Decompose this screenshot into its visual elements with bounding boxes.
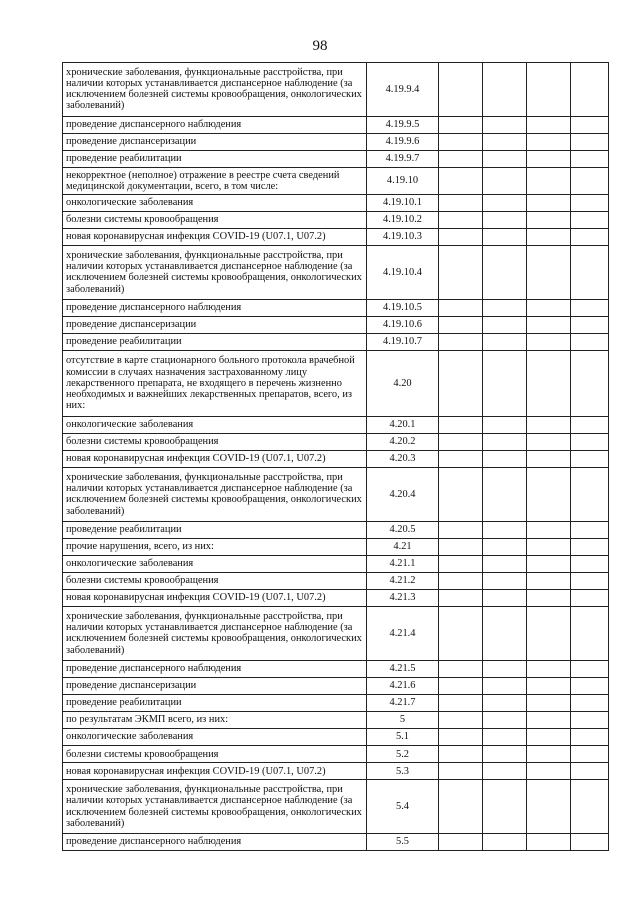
empty-value-cell [527,350,571,416]
empty-value-cell [527,572,571,589]
table-row [63,299,609,316]
empty-value-cell [571,607,609,661]
empty-value-cell [527,167,571,194]
empty-value-cell [483,316,527,333]
table-row [63,555,609,572]
row-code: 5 [367,711,439,728]
empty-value-cell [527,728,571,745]
empty-value-cell [571,677,609,694]
empty-value-cell [483,521,527,538]
empty-value-cell [483,246,527,300]
empty-value-cell [527,763,571,780]
empty-value-cell [439,350,483,416]
empty-value-cell [439,607,483,661]
report-table-body [63,63,609,851]
row-label: хронические заболевания, функциональные расстройства, при наличии которых устанавливается диспансерное наблюдение (за исключением болезней системы кровообращения, онкологических заболеваний) [63,780,367,834]
empty-value-cell [527,116,571,133]
row-code: 4.21.1 [367,555,439,572]
empty-value-cell [483,150,527,167]
row-code: 4.19.10.5 [367,299,439,316]
empty-value-cell [439,133,483,150]
row-label: болезни системы кровообращения [63,572,367,589]
empty-value-cell [439,167,483,194]
empty-value-cell [439,333,483,350]
table-row [63,746,609,763]
table-row [63,333,609,350]
empty-value-cell [439,468,483,522]
empty-value-cell [527,416,571,433]
empty-value-cell [439,711,483,728]
row-label: проведение диспансеризации [63,316,367,333]
row-code: 4.21.4 [367,607,439,661]
row-code: 4.19.10.7 [367,333,439,350]
empty-value-cell [571,694,609,711]
row-code: 5.4 [367,780,439,834]
row-label: новая коронавирусная инфекция COVID-19 (U07.1, U07.2) [63,763,367,780]
row-code: 4.21.5 [367,660,439,677]
empty-value-cell [527,316,571,333]
row-code: 4.19.10.2 [367,211,439,228]
table-row [63,150,609,167]
empty-value-cell [483,607,527,661]
row-code: 5.3 [367,763,439,780]
empty-value-cell [439,521,483,538]
row-code: 4.19.9.4 [367,63,439,117]
empty-value-cell [439,451,483,468]
empty-value-cell [439,763,483,780]
row-label: хронические заболевания, функциональные расстройства, при наличии которых устанавливается диспансерное наблюдение (за исключением болезней системы кровообращения, онкологических заболеваний) [63,607,367,661]
empty-value-cell [571,350,609,416]
empty-value-cell [571,63,609,117]
empty-value-cell [571,333,609,350]
row-label: новая коронавирусная инфекция COVID-19 (U07.1, U07.2) [63,228,367,245]
empty-value-cell [439,246,483,300]
row-label: проведение диспансеризации [63,677,367,694]
row-label: проведение реабилитации [63,521,367,538]
empty-value-cell [571,228,609,245]
row-code: 4.19.10.4 [367,246,439,300]
empty-value-cell [571,167,609,194]
row-code: 4.21.2 [367,572,439,589]
empty-value-cell [527,299,571,316]
empty-value-cell [483,416,527,433]
row-label: хронические заболевания, функциональные расстройства, при наличии которых устанавливается диспансерное наблюдение (за исключением болезней системы кровообращения, онкологических заболеваний) [63,63,367,117]
empty-value-cell [571,468,609,522]
row-code: 4.21 [367,538,439,555]
empty-value-cell [571,555,609,572]
empty-value-cell [571,116,609,133]
empty-value-cell [483,780,527,834]
row-code: 4.19.9.7 [367,150,439,167]
empty-value-cell [571,780,609,834]
empty-value-cell [483,167,527,194]
empty-value-cell [439,63,483,117]
empty-value-cell [439,660,483,677]
empty-value-cell [527,521,571,538]
empty-value-cell [483,746,527,763]
row-label: болезни системы кровообращения [63,211,367,228]
empty-value-cell [483,468,527,522]
row-code: 4.19.10.3 [367,228,439,245]
empty-value-cell [483,728,527,745]
table-row [63,133,609,150]
row-label: хронические заболевания, функциональные расстройства, при наличии которых устанавливается диспансерное наблюдение (за исключением болезней системы кровообращения, онкологических заболеваний) [63,468,367,522]
empty-value-cell [439,833,483,850]
empty-value-cell [483,228,527,245]
row-code: 4.20.5 [367,521,439,538]
empty-value-cell [527,746,571,763]
table-row [63,63,609,117]
empty-value-cell [527,607,571,661]
empty-value-cell [571,833,609,850]
empty-value-cell [571,728,609,745]
empty-value-cell [439,228,483,245]
empty-value-cell [483,194,527,211]
empty-value-cell [483,711,527,728]
table-row [63,468,609,522]
table-row [63,433,609,450]
row-code: 4.20.2 [367,433,439,450]
empty-value-cell [439,316,483,333]
table-row [63,833,609,850]
empty-value-cell [527,150,571,167]
empty-value-cell [571,521,609,538]
empty-value-cell [527,711,571,728]
empty-value-cell [483,299,527,316]
empty-value-cell [571,246,609,300]
row-label: проведение диспансерного наблюдения [63,116,367,133]
row-label: отсутствие в карте стационарного больного протокола врачебной комиссии в случаях назначения застрахованному лицу лекарственного препарата, не входящего в перечень жизненно необходимых и важнейших лекарственных препаратов, всего, из них: [63,350,367,416]
row-code: 5.2 [367,746,439,763]
table-row [63,194,609,211]
row-label: проведение реабилитации [63,333,367,350]
table-row [63,228,609,245]
row-code: 4.21.3 [367,590,439,607]
empty-value-cell [571,299,609,316]
empty-value-cell [483,538,527,555]
empty-value-cell [439,150,483,167]
empty-value-cell [439,416,483,433]
empty-value-cell [483,763,527,780]
empty-value-cell [527,211,571,228]
row-label: хронические заболевания, функциональные расстройства, при наличии которых устанавливается диспансерное наблюдение (за исключением болезней системы кровообращения, онкологических заболеваний) [63,246,367,300]
empty-value-cell [571,316,609,333]
row-label: проведение диспансерного наблюдения [63,833,367,850]
empty-value-cell [571,150,609,167]
empty-value-cell [483,211,527,228]
row-label: по результатам ЭКМП всего, из них: [63,711,367,728]
empty-value-cell [571,416,609,433]
table-row [63,694,609,711]
table-row [63,246,609,300]
empty-value-cell [527,451,571,468]
table-row [63,211,609,228]
empty-value-cell [571,763,609,780]
empty-value-cell [483,350,527,416]
empty-value-cell [527,780,571,834]
table-row [63,538,609,555]
empty-value-cell [439,728,483,745]
row-label: болезни системы кровообращения [63,746,367,763]
row-label: некорректное (неполное) отражение в реестре счета сведений медицинской документации, всего, в том числе: [63,167,367,194]
table-row [63,677,609,694]
empty-value-cell [439,211,483,228]
empty-value-cell [439,677,483,694]
empty-value-cell [527,333,571,350]
empty-value-cell [483,677,527,694]
empty-value-cell [571,572,609,589]
table-row [63,728,609,745]
row-code: 4.21.7 [367,694,439,711]
empty-value-cell [439,590,483,607]
empty-value-cell [483,433,527,450]
table-row [63,167,609,194]
row-code: 4.20.4 [367,468,439,522]
row-code: 4.20 [367,350,439,416]
empty-value-cell [571,590,609,607]
empty-value-cell [483,451,527,468]
empty-value-cell [439,746,483,763]
empty-value-cell [527,677,571,694]
table-row [63,521,609,538]
empty-value-cell [439,572,483,589]
empty-value-cell [527,590,571,607]
empty-value-cell [571,194,609,211]
empty-value-cell [571,538,609,555]
row-label: проведение диспансерного наблюдения [63,660,367,677]
table-row [63,607,609,661]
empty-value-cell [483,833,527,850]
empty-value-cell [571,211,609,228]
table-row [63,660,609,677]
empty-value-cell [571,451,609,468]
empty-value-cell [527,538,571,555]
row-label: новая коронавирусная инфекция COVID-19 (U07.1, U07.2) [63,590,367,607]
empty-value-cell [571,746,609,763]
empty-value-cell [439,694,483,711]
row-code: 4.21.6 [367,677,439,694]
empty-value-cell [483,660,527,677]
row-code: 5.5 [367,833,439,850]
row-code: 4.19.9.5 [367,116,439,133]
empty-value-cell [527,246,571,300]
empty-value-cell [483,116,527,133]
empty-value-cell [571,660,609,677]
row-label: онкологические заболевания [63,416,367,433]
empty-value-cell [483,63,527,117]
empty-value-cell [439,299,483,316]
row-label: болезни системы кровообращения [63,433,367,450]
empty-value-cell [571,433,609,450]
empty-value-cell [439,555,483,572]
empty-value-cell [483,333,527,350]
empty-value-cell [527,433,571,450]
empty-value-cell [439,538,483,555]
row-code: 4.19.9.6 [367,133,439,150]
table-row [63,711,609,728]
report-table [62,62,609,851]
table-row [63,116,609,133]
row-code: 4.19.10.6 [367,316,439,333]
row-code: 4.19.10 [367,167,439,194]
empty-value-cell [439,116,483,133]
table-row [63,572,609,589]
empty-value-cell [527,468,571,522]
empty-value-cell [439,433,483,450]
table-row [63,780,609,834]
table-row [63,416,609,433]
row-code: 4.20.1 [367,416,439,433]
empty-value-cell [527,228,571,245]
empty-value-cell [483,555,527,572]
row-label: проведение диспансеризации [63,133,367,150]
row-label: проведение диспансерного наблюдения [63,299,367,316]
table-row [63,451,609,468]
row-label: новая коронавирусная инфекция COVID-19 (U07.1, U07.2) [63,451,367,468]
empty-value-cell [527,694,571,711]
row-code: 4.20.3 [367,451,439,468]
row-label: онкологические заболевания [63,194,367,211]
empty-value-cell [527,194,571,211]
empty-value-cell [439,780,483,834]
empty-value-cell [527,63,571,117]
empty-value-cell [483,133,527,150]
empty-value-cell [571,711,609,728]
table-row [63,763,609,780]
row-label: прочие нарушения, всего, из них: [63,538,367,555]
empty-value-cell [483,590,527,607]
row-label: проведение реабилитации [63,150,367,167]
empty-value-cell [483,694,527,711]
empty-value-cell [527,133,571,150]
row-label: онкологические заболевания [63,728,367,745]
row-code: 5.1 [367,728,439,745]
row-label: проведение реабилитации [63,694,367,711]
empty-value-cell [483,572,527,589]
row-label: онкологические заболевания [63,555,367,572]
empty-value-cell [527,555,571,572]
empty-value-cell [571,133,609,150]
row-code: 4.19.10.1 [367,194,439,211]
empty-value-cell [527,660,571,677]
table-row [63,316,609,333]
page-number: 98 [312,38,328,54]
empty-value-cell [439,194,483,211]
table-row [63,350,609,416]
table-row [63,590,609,607]
empty-value-cell [527,833,571,850]
